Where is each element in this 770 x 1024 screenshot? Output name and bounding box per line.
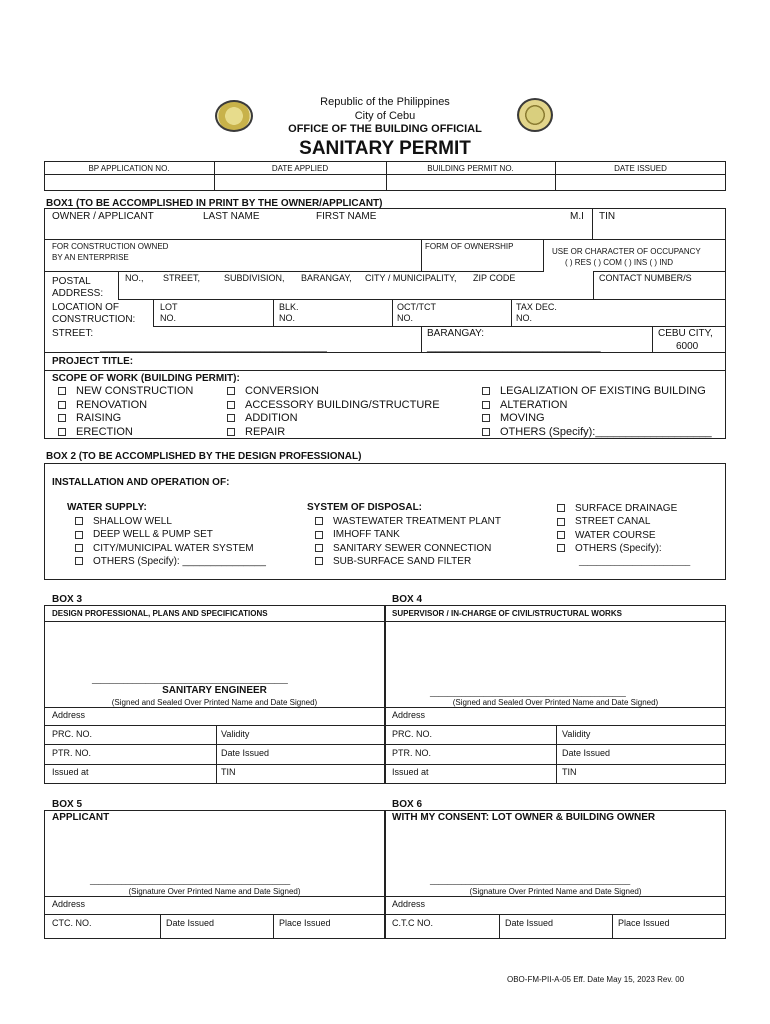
lot-no-label: NO. — [160, 313, 177, 323]
oct-no-label: NO. — [397, 313, 414, 323]
street-label: STREET, — [163, 273, 201, 283]
checkbox-icon — [482, 414, 490, 422]
barangay-field-label: BARANGAY: — [427, 328, 485, 339]
zip-6000-label: 6000 — [676, 341, 699, 352]
water-supply-label: WATER SUPPLY: — [67, 502, 147, 513]
barangay-field-line[interactable]: _______________________________________ — [427, 343, 601, 352]
checkbox-icon — [482, 428, 490, 436]
taxdec-no-label: NO. — [516, 313, 533, 323]
header-city: City of Cebu — [354, 110, 416, 122]
box6-signed-caption: (Signature Over Printed Name and Date Signed) — [469, 887, 642, 896]
owner-applicant-label: OWNER / APPLICANT — [52, 211, 154, 222]
box6-place-issued-label[interactable]: Place Issued — [618, 918, 670, 928]
drainage-checkbox[interactable]: WATER COURSE — [557, 529, 677, 542]
form-of-ownership-label: FORM OF OWNERSHIP — [425, 242, 514, 251]
box6-signature-line[interactable]: _____________________________________________ — [430, 876, 631, 885]
scope-checkbox[interactable]: ADDITION — [227, 412, 440, 426]
scope-checkbox[interactable]: NEW CONSTRUCTION — [58, 385, 193, 399]
checkbox-icon — [557, 504, 565, 512]
no-label: NO., — [125, 273, 144, 283]
address-label: ADDRESS: — [52, 288, 104, 299]
box3-prc-label[interactable]: PRC. NO. — [52, 729, 93, 739]
scope-checkbox[interactable]: LEGALIZATION OF EXISTING BUILDING — [482, 385, 712, 399]
checkbox-icon — [315, 544, 323, 552]
building-permit-no-field[interactable] — [387, 175, 554, 190]
box4-ptr-label[interactable]: PTR. NO. — [392, 748, 432, 758]
scope-checkbox[interactable]: ALTERATION — [482, 399, 712, 413]
street-field-line[interactable]: ___________________________________________________ — [100, 343, 327, 352]
checkbox-icon — [75, 544, 83, 552]
checkbox-icon — [75, 517, 83, 525]
box4-label: BOX 4 — [392, 594, 423, 605]
street-field-label: STREET: — [52, 328, 94, 339]
water-checkbox[interactable]: CITY/MUNICIPAL WATER SYSTEM — [75, 542, 266, 555]
header-office: OFFICE OF THE BUILDING OFFICIAL — [288, 123, 482, 135]
water-checkbox[interactable]: SHALLOW WELL — [75, 515, 266, 528]
water-supply-list — [75, 515, 266, 568]
installation-label: INSTALLATION AND OPERATION OF: — [52, 477, 230, 488]
box4-signature-line[interactable]: ____________________________________________ — [430, 688, 626, 697]
box3-ptr-label[interactable]: PTR. NO. — [52, 748, 92, 758]
scope-checkbox[interactable]: OTHERS (Specify):___________________ — [482, 426, 712, 440]
box3-title: DESIGN PROFESSIONAL, PLANS AND SPECIFICATIONS — [52, 609, 268, 618]
city-label: CITY / MUNICIPALITY, — [365, 273, 457, 283]
box5-address-label: Address — [52, 899, 86, 909]
box6-address-label: Address — [392, 899, 426, 909]
water-checkbox[interactable]: DEEP WELL & PUMP SET — [75, 528, 266, 541]
box6-title: WITH MY CONSENT: LOT OWNER & BUILDING OWNER — [392, 812, 656, 823]
scope-checkbox[interactable]: RAISING — [58, 412, 193, 426]
box4-address-label: Address — [392, 710, 426, 720]
box6-ctc-label[interactable]: C.T.C NO. — [392, 918, 434, 928]
left-seal-icon — [215, 100, 253, 132]
tin-label: TIN — [599, 211, 616, 222]
bp-application-no-field[interactable] — [45, 175, 213, 190]
checkbox-icon — [75, 557, 83, 565]
drainage-checkbox[interactable]: OTHERS (Specify): — [557, 542, 677, 555]
box4-date-issued-label[interactable]: Date Issued — [562, 748, 611, 758]
use-options[interactable]: ( ) RES ( ) COM ( ) INS ( ) IND — [565, 258, 673, 267]
checkbox-icon — [315, 517, 323, 525]
checkbox-icon — [58, 387, 66, 395]
box4-validity-label[interactable]: Validity — [562, 729, 591, 739]
for-construction-label-1: FOR CONSTRUCTION OWNED — [52, 242, 169, 251]
form-code-footer: OBO-FM-PII-A-05 Eff. Date May 15, 2023 Rev. 00 — [507, 975, 685, 984]
box5-signed-caption: (Signature Over Printed Name and Date Signed) — [128, 887, 301, 896]
box4-tin-label[interactable]: TIN — [562, 767, 577, 777]
box3-issued-at-label[interactable]: Issued at — [52, 767, 89, 777]
bp-application-no-header: BP APPLICATION NO. — [88, 164, 170, 173]
disposal-checkbox[interactable]: WASTEWATER TREATMENT PLANT — [315, 515, 501, 528]
scope-checkbox[interactable]: MOVING — [482, 412, 712, 426]
box5-signature-line[interactable]: _____________________________________________ — [90, 876, 291, 885]
taxdec-label: TAX DEC. — [516, 302, 557, 312]
drainage-others-line[interactable]: _________________________ — [579, 557, 691, 566]
box4-issued-at-label[interactable]: Issued at — [392, 767, 429, 777]
scope-checkbox[interactable]: ERECTION — [58, 426, 193, 440]
scope-checkbox[interactable]: CONVERSION — [227, 385, 440, 399]
barangay-label: BARANGAY, — [301, 273, 352, 283]
postal-label: POSTAL — [52, 276, 91, 287]
mi-label: M.I — [570, 211, 584, 222]
box5-frame — [44, 810, 385, 939]
date-issued-field[interactable] — [556, 175, 725, 190]
box5-place-issued-label[interactable]: Place Issued — [279, 918, 331, 928]
contact-label: CONTACT NUMBER/S — [599, 273, 692, 283]
disposal-checkbox[interactable]: IMHOFF TANK — [315, 528, 501, 541]
checkbox-icon — [315, 531, 323, 539]
scope-label: SCOPE OF WORK (BUILDING PERMIT): — [52, 373, 240, 384]
date-issued-header: DATE ISSUED — [614, 164, 667, 173]
page-title: SANITARY PERMIT — [299, 138, 471, 159]
right-seal-icon — [517, 98, 553, 132]
box4-title: SUPERVISOR / IN-CHARGE OF CIVIL/STRUCTURAL WORKS — [392, 609, 622, 618]
blk-label: BLK. — [279, 302, 299, 312]
box3-address-label: Address — [52, 710, 86, 720]
checkbox-icon — [482, 401, 490, 409]
box4-prc-label[interactable]: PRC. NO. — [392, 729, 433, 739]
location-of-label: LOCATION OF — [52, 302, 120, 313]
box4-signed-caption: (Signed and Sealed Over Printed Name and Date Signed) — [452, 698, 659, 707]
scope-col3 — [482, 385, 712, 439]
for-construction-label-2: BY AN ENTERPRISE — [52, 253, 129, 262]
building-permit-no-header: BUILDING PERMIT NO. — [427, 164, 514, 173]
box2-heading: BOX 2 (TO BE ACCOMPLISHED BY THE DESIGN PROFESSIONAL) — [46, 451, 362, 462]
checkbox-icon — [227, 428, 235, 436]
box3-date-issued-label[interactable]: Date Issued — [221, 748, 270, 758]
date-applied-field[interactable] — [215, 175, 385, 190]
drainage-list — [557, 502, 677, 555]
box3-label: BOX 3 — [52, 594, 83, 605]
water-checkbox[interactable]: OTHERS (Specify): _______________ — [75, 555, 266, 568]
checkbox-icon — [75, 531, 83, 539]
checkbox-icon — [58, 414, 66, 422]
subdivision-label: SUBDIVISION, — [224, 273, 285, 283]
box3-validity-label[interactable]: Validity — [221, 729, 250, 739]
first-name-label: FIRST NAME — [316, 211, 377, 222]
scope-col1 — [58, 385, 193, 439]
scope-col2 — [227, 385, 440, 439]
disposal-checkbox[interactable]: SUB-SURFACE SAND FILTER — [315, 555, 501, 568]
construction-label: CONSTRUCTION: — [52, 314, 136, 325]
box5-date-issued-label[interactable]: Date Issued — [166, 918, 215, 928]
checkbox-icon — [227, 414, 235, 422]
checkbox-icon — [58, 401, 66, 409]
box1-heading: BOX1 (TO BE ACCOMPLISHED IN PRINT BY THE OWNER/APPLICANT) — [46, 198, 383, 209]
checkbox-icon — [227, 401, 235, 409]
scope-checkbox[interactable]: RENOVATION — [58, 399, 193, 413]
project-title-label: PROJECT TITLE: — [52, 356, 134, 367]
cebu-city-label: CEBU CITY, — [658, 328, 713, 339]
disposal-list — [315, 515, 501, 568]
last-name-label: LAST NAME — [203, 211, 260, 222]
drainage-checkbox[interactable]: STREET CANAL — [557, 515, 677, 528]
box3-signature-line[interactable]: ____________________________________________ — [92, 675, 288, 684]
checkbox-icon — [557, 544, 565, 552]
box5-title: APPLICANT — [52, 812, 110, 823]
checkbox-icon — [557, 531, 565, 539]
blk-no-label: NO. — [279, 313, 296, 323]
box5-label: BOX 5 — [52, 799, 83, 810]
box6-frame — [385, 810, 726, 939]
scope-checkbox[interactable]: REPAIR — [227, 426, 440, 440]
checkbox-icon — [58, 428, 66, 436]
oct-label: OCT/TCT — [397, 302, 436, 312]
checkbox-icon — [227, 387, 235, 395]
drainage-checkbox[interactable]: SURFACE DRAINAGE — [557, 502, 677, 515]
box3-tin-label[interactable]: TIN — [221, 767, 236, 777]
box5-ctc-label[interactable]: CTC. NO. — [52, 918, 92, 928]
zip-label: ZIP CODE — [473, 273, 516, 283]
use-character-label: USE OR CHARACTER OF OCCUPANCY — [552, 247, 701, 256]
checkbox-icon — [315, 557, 323, 565]
checkbox-icon — [482, 387, 490, 395]
scope-checkbox[interactable]: ACCESSORY BUILDING/STRUCTURE — [227, 399, 440, 413]
header-republic: Republic of the Philippines — [320, 96, 450, 108]
date-applied-header: DATE APPLIED — [271, 164, 329, 173]
box3-signed-caption: (Signed and Sealed Over Printed Name and Date Signed) — [111, 698, 318, 707]
box6-date-issued-label[interactable]: Date Issued — [505, 918, 554, 928]
sanitary-engineer-label: SANITARY ENGINEER — [162, 685, 267, 696]
checkbox-icon — [557, 518, 565, 526]
disposal-label: SYSTEM OF DISPOSAL: — [307, 502, 423, 513]
box6-label: BOX 6 — [392, 799, 423, 810]
disposal-checkbox[interactable]: SANITARY SEWER CONNECTION — [315, 542, 501, 555]
lot-label: LOT — [160, 302, 178, 312]
